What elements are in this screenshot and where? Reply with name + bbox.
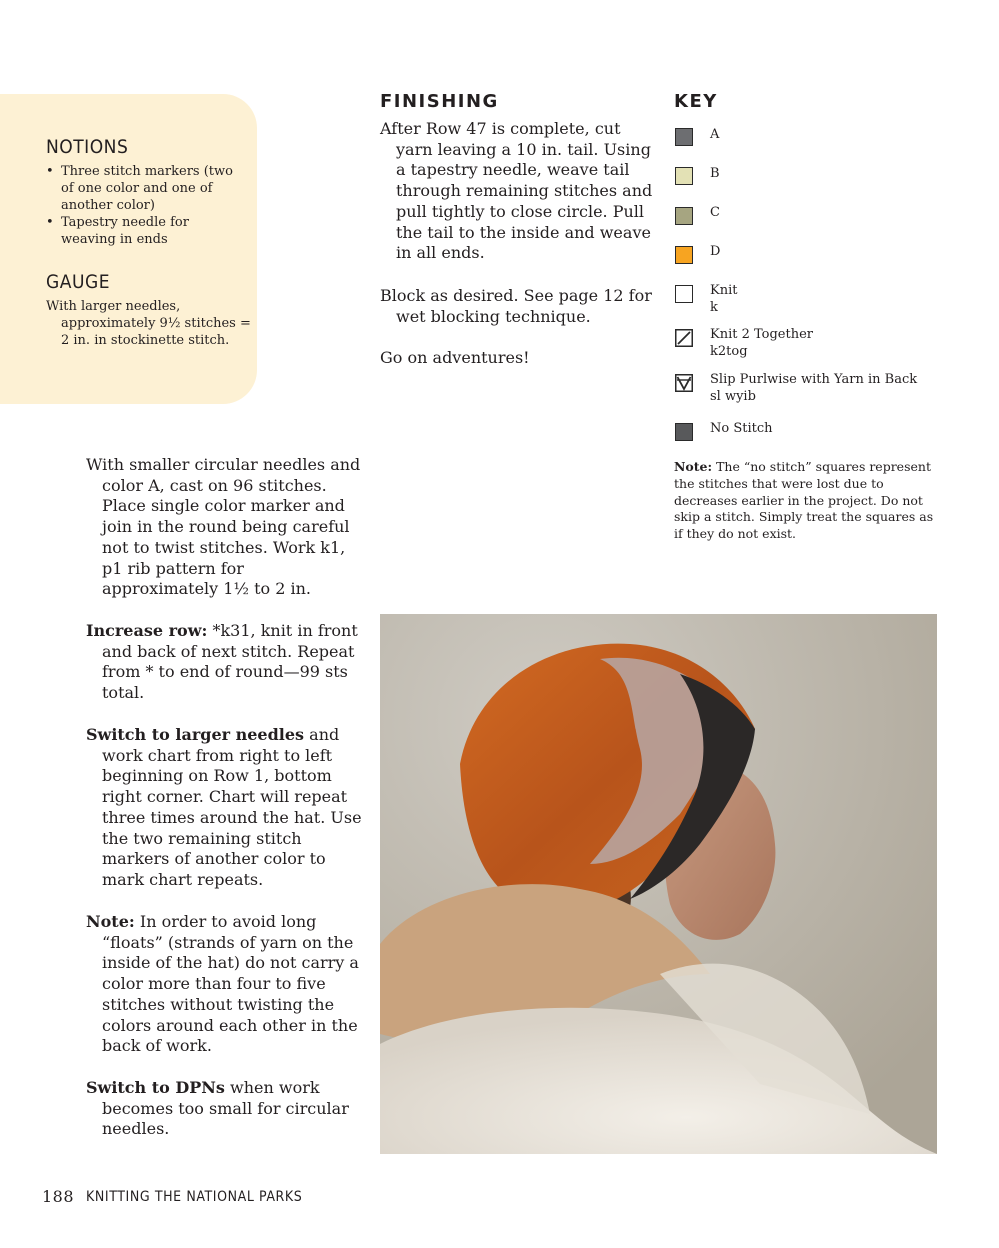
gauge-text: With larger needles, approximately 9½ stitches = 2 in. in stockinette stitch. (46, 299, 251, 348)
page-number: 188 (42, 1187, 75, 1206)
adventures-paragraph: Go on adventures! (380, 348, 530, 367)
dpns-label: Switch to DPNs (86, 1078, 225, 1097)
color-a-swatch-icon (675, 128, 693, 146)
color-c-swatch-icon (675, 207, 693, 225)
slip-purlwise-v-icon (675, 374, 693, 392)
larger-needles-text: and work chart from right to left beginning on Row 1, bottom right corner. Chart will repeat three times around the hat. Use the two remaining stitch markers of another color to mark chart repeats. (102, 725, 362, 889)
dpns-text: when work becomes too small for circular needles. (102, 1078, 349, 1139)
floats-note-paragraph (86, 912, 362, 1057)
blocking-paragraph: Block as desired. See page 12 for wet blocking technique. (380, 286, 652, 326)
larger-needles-label: Switch to larger needles (86, 725, 305, 744)
knit-label: Knit (710, 283, 738, 298)
notions-list (46, 163, 236, 248)
knit-abbrev: k (710, 300, 718, 315)
finishing-paragraph: After Row 47 is complete, cut yarn leaving a 10 in. tail. Using a tapestry needle, weave tail through remaining stitches and pull tightly to close circle. Pull the tail to the inside and weave in all ends. (380, 119, 653, 263)
k2tog-label: Knit 2 Together (710, 327, 814, 342)
hat-photo (380, 614, 937, 1154)
cast-on-paragraph: With smaller circular needles and color A, cast on 96 stitches. Place single color marker and join in the round being careful not to twist stitches. Work k1, p1 rib pattern for approximately 1½ to 2 in. (86, 455, 361, 599)
key-label-k2tog (710, 326, 813, 360)
key-label-c: C (710, 205, 720, 220)
no-stitch-swatch-icon (675, 423, 693, 441)
k2tog-slash-icon (675, 329, 693, 347)
floats-note-label: Note: (86, 912, 135, 931)
dpns-paragraph (86, 1078, 362, 1140)
key-label-b: B (710, 166, 720, 181)
larger-needles-paragraph (86, 725, 362, 891)
increase-row-paragraph (86, 621, 362, 704)
notions-item: • Three stitch markers (two of one color and one of another color) (46, 163, 236, 214)
knit-square-icon (675, 285, 693, 303)
key-label-knit (710, 282, 737, 316)
slip-label: Slip Purlwise with Yarn in Back (710, 372, 918, 387)
color-b-swatch-icon (675, 167, 693, 185)
key-note (674, 459, 936, 543)
key-heading: KEY (674, 91, 718, 112)
increase-row-label: Increase row: (86, 621, 208, 640)
notions-heading: NOTIONS (46, 136, 129, 158)
color-d-swatch-icon (675, 246, 693, 264)
key-label-d: D (710, 244, 721, 259)
increase-row-text: *k31, knit in front and back of next stitch. Repeat from * to end of round—99 sts total. (102, 621, 358, 703)
finishing-heading: FINISHING (380, 91, 499, 112)
notions-sidebar (0, 94, 257, 404)
k2tog-abbrev: k2tog (710, 344, 748, 359)
book-title: KNITTING THE NATIONAL PARKS (86, 1189, 303, 1205)
key-note-label: Note: (674, 459, 713, 474)
key-label-slip (710, 371, 917, 405)
slip-abbrev: sl wyib (710, 389, 756, 404)
gauge-heading: GAUGE (46, 271, 110, 293)
key-label-no-stitch: No Stitch (710, 421, 773, 436)
floats-note-text: In order to avoid long “floats” (strands of yarn on the inside of the hat) do not carry a color more than four to five stitches without twisting the colors around each other in the back of work. (102, 912, 359, 1056)
notions-item: • Tapestry needle for weaving in ends (46, 214, 236, 248)
key-note-text: The “no stitch” squares represent the stitches that were lost due to decreases earlier in the project. Do not skip a stitch. Simply treat the squares as if they do not exist. (674, 459, 934, 542)
key-label-a: A (710, 127, 720, 142)
